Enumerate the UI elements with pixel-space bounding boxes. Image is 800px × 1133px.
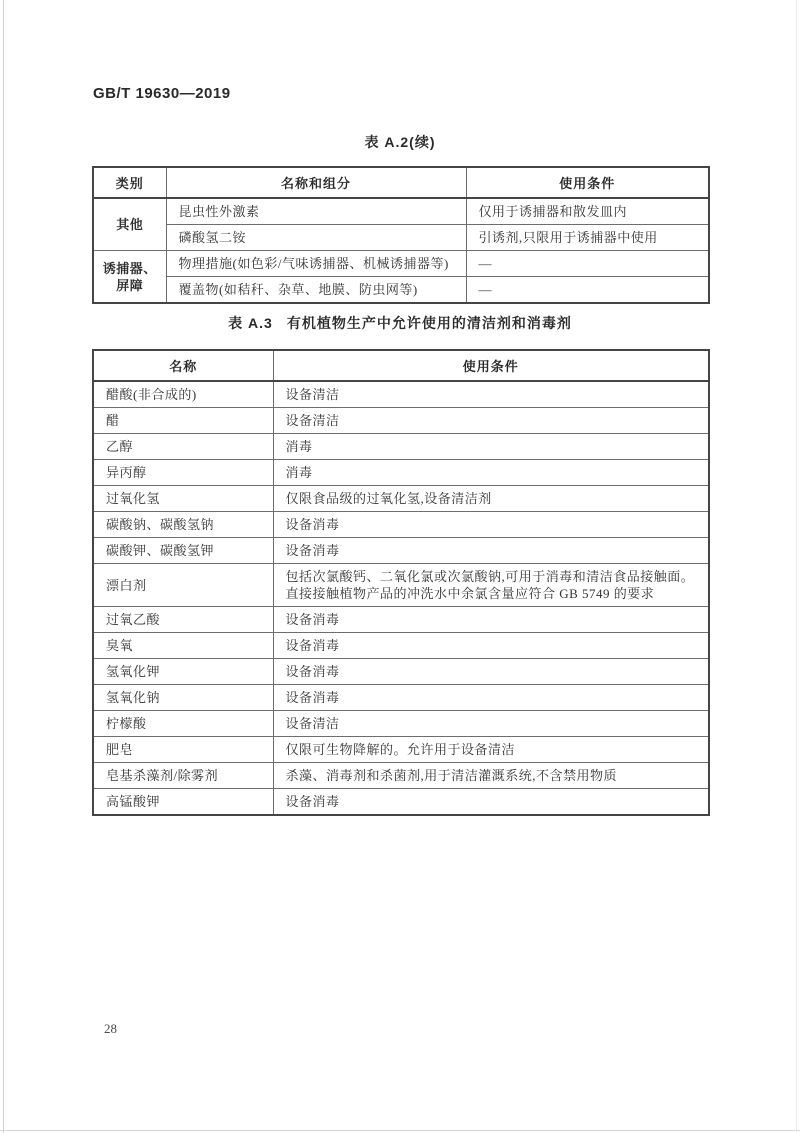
table-row: [93, 434, 709, 460]
cell-name: 醋: [93, 408, 273, 434]
cell-condition: 设备消毒: [273, 512, 709, 538]
cell-condition: 设备消毒: [273, 538, 709, 564]
cell-name: 氢氧化钾: [93, 659, 273, 685]
table-row: [93, 277, 709, 304]
cell-condition: 引诱剂,只限用于诱捕器中使用: [466, 225, 709, 251]
table-a3-caption-label: 表 A.3: [228, 315, 273, 331]
cell-name: 皂基杀藻剂/除雾剂: [93, 763, 273, 789]
cell-name: 过氧乙酸: [93, 607, 273, 633]
cell-condition: 设备清洁: [273, 711, 709, 737]
standard-number: GB/T 19630—2019: [93, 85, 231, 102]
table-row: [93, 251, 709, 277]
cell-name: 碳酸钾、碳酸氢钾: [93, 538, 273, 564]
table-row: [93, 512, 709, 538]
cell-condition: 设备消毒: [273, 607, 709, 633]
page-edge-left: [3, 0, 4, 1133]
table-row: [93, 607, 709, 633]
table-row: [93, 564, 709, 607]
cell-name: 漂白剂: [93, 564, 273, 607]
table-header-row: [93, 167, 709, 198]
column-header-name: 名称: [93, 350, 273, 381]
table-a3-caption-title: 有机植物生产中允许使用的清洁剂和消毒剂: [286, 315, 572, 331]
cell-name: 氢氧化钠: [93, 685, 273, 711]
table-row: [93, 381, 709, 408]
cell-name: 乙醇: [93, 434, 273, 460]
cell-name: 肥皂: [93, 737, 273, 763]
table-a3-header: [93, 350, 709, 381]
cell-condition: 设备清洁: [273, 381, 709, 408]
table-row: [93, 763, 709, 789]
table-row: [93, 789, 709, 816]
cell-condition: 杀藻、消毒剂和杀菌剂,用于清洁灌溉系统,不含禁用物质: [273, 763, 709, 789]
cell-condition: 包括次氯酸钙、二氧化氯或次氯酸钠,可用于消毒和清洁食品接触面。直接接触植物产品的冲洗水中余氯含量应符合 GB 5749 的要求: [273, 564, 709, 607]
cell-condition: 设备消毒: [273, 685, 709, 711]
cell-condition: 设备消毒: [273, 659, 709, 685]
column-header-condition: 使用条件: [273, 350, 709, 381]
table-row: [93, 633, 709, 659]
cell-condition: 仅用于诱捕器和散发皿内: [466, 198, 709, 225]
column-header-condition: 使用条件: [466, 167, 709, 198]
cell-condition: 设备消毒: [273, 633, 709, 659]
page-edge-right: [796, 0, 797, 1133]
cell-condition: 仅限食品级的过氧化氢,设备清洁剂: [273, 486, 709, 512]
column-header-category: 类别: [93, 167, 166, 198]
page-number: 28: [104, 1021, 117, 1036]
table-a2-caption: 表 A.2(续): [364, 134, 436, 150]
cell-condition: —: [466, 277, 709, 304]
table-row: [93, 659, 709, 685]
cell-name: 过氧化氢: [93, 486, 273, 512]
table-row: [93, 538, 709, 564]
cell-name: 高锰酸钾: [93, 789, 273, 816]
cell-name: 柠檬酸: [93, 711, 273, 737]
table-a2: [92, 166, 710, 304]
table-row: [93, 486, 709, 512]
table-row: [93, 408, 709, 434]
cell-condition: 消毒: [273, 434, 709, 460]
table-row: [93, 198, 709, 225]
cell-condition: —: [466, 251, 709, 277]
cell-name: 臭氧: [93, 633, 273, 659]
cell-name: 异丙醇: [93, 460, 273, 486]
cell-name: 昆虫性外激素: [166, 198, 466, 225]
cell-condition: 设备清洁: [273, 408, 709, 434]
cell-name: 磷酸氢二铵: [166, 225, 466, 251]
table-header-row: [93, 350, 709, 381]
column-header-name: 名称和组分: [166, 167, 466, 198]
table-row: [93, 225, 709, 251]
table-row: [93, 737, 709, 763]
table-row: [93, 685, 709, 711]
cell-condition: 设备消毒: [273, 789, 709, 816]
cell-name: 碳酸钠、碳酸氢钠: [93, 512, 273, 538]
table-row: [93, 711, 709, 737]
cell-category: 其他: [93, 198, 166, 251]
cell-name: 物理措施(如色彩/气味诱捕器、机械诱捕器等): [166, 251, 466, 277]
cell-condition: 消毒: [273, 460, 709, 486]
table-a3: [92, 349, 710, 816]
cell-name: 覆盖物(如秸秆、杂草、地膜、防虫网等): [166, 277, 466, 304]
cell-category: 诱捕器、屏障: [93, 251, 166, 304]
table-row: [93, 460, 709, 486]
page-edge-bottom: [0, 1130, 800, 1131]
table-a2-header: [93, 167, 709, 198]
cell-name: 醋酸(非合成的): [93, 381, 273, 408]
cell-condition: 仅限可生物降解的。允许用于设备清洁: [273, 737, 709, 763]
table-a3-caption: [0, 313, 800, 333]
